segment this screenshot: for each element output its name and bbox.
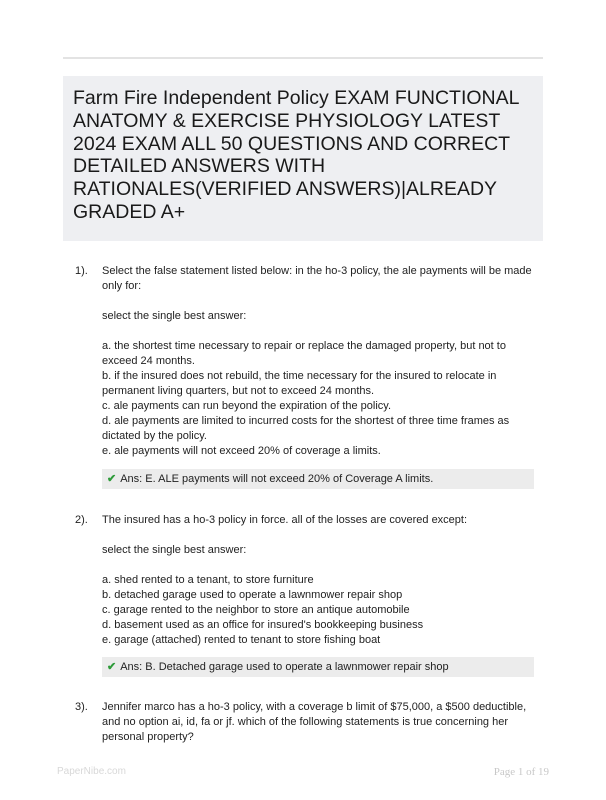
option-item: e. ale payments will not exceed 20% of coverage a limits. xyxy=(102,445,381,457)
option-item: c. garage rented to the neighbor to store an antique automobile xyxy=(102,604,410,616)
question-instruction: select the single best answer: xyxy=(102,544,247,556)
option-item: e. garage (attached) rented to tenant to store fishing boat xyxy=(102,634,381,646)
question-text: Select the false statement listed below: in the ho-3 policy, the ale payments will be made only for: xyxy=(102,265,532,292)
option-item: d. basement used as an office for insured's bookkeeping business xyxy=(102,619,424,631)
title-banner xyxy=(63,76,543,241)
question-body xyxy=(102,700,537,745)
page-indicator: Page 1 of 19 xyxy=(493,766,549,778)
question-text: The insured has a ho-3 policy in force. all of the losses are covered except: xyxy=(102,514,468,526)
answer-box xyxy=(102,469,534,489)
option-item: a. shed rented to a tenant, to store furniture xyxy=(102,574,314,586)
check-icon: ✔ xyxy=(107,473,117,485)
question-number: 3). xyxy=(75,701,88,713)
option-item: b. if the insured does not rebuild, the time necessary for the insured to relocate in permanent living quarters, but not to exceed 24 months. xyxy=(102,370,497,397)
question-number: 2). xyxy=(75,514,88,526)
question-body xyxy=(102,264,537,459)
check-icon: ✔ xyxy=(107,661,117,673)
answer-box xyxy=(102,657,534,677)
question-text: Jennifer marco has a ho-3 policy, with a coverage b limit of $75,000, a $500 deductible, and no option ai, id, fa or jf. which of the following statements is true concerning her personal property? xyxy=(102,701,527,743)
question-body xyxy=(102,513,537,648)
answer-text: Ans: E. ALE payments will not exceed 20% of Coverage A limits. xyxy=(120,473,434,485)
options-list xyxy=(102,573,537,648)
option-item: d. ale payments are limited to incurred costs for the shortest of three time frames as dictated by the policy. xyxy=(102,415,510,442)
option-item: a. the shortest time necessary to repair or replace the damaged property, but not to exceed 24 months. xyxy=(102,340,506,367)
answer-text: Ans: B. Detached garage used to operate a lawnmower repair shop xyxy=(120,661,449,673)
option-item: b. detached garage used to operate a lawnmower repair shop xyxy=(102,589,403,601)
options-list xyxy=(102,339,537,459)
footer-watermark: PaperNibe.com xyxy=(57,766,126,777)
question-number: 1). xyxy=(75,265,88,277)
option-item: c. ale payments can run beyond the expiration of the policy. xyxy=(102,400,392,412)
document-title: Farm Fire Independent Policy EXAM FUNCTIONAL ANATOMY & EXERCISE PHYSIOLOGY LATEST 2024 EXAM ALL 50 QUESTIONS AND CORRECT DETAILED ANSWERS WITH RATIONALES(VERIFIED ANSWERS)|ALREADY GRADED A+ xyxy=(73,87,519,223)
top-divider xyxy=(63,57,543,59)
question-instruction: select the single best answer: xyxy=(102,310,247,322)
